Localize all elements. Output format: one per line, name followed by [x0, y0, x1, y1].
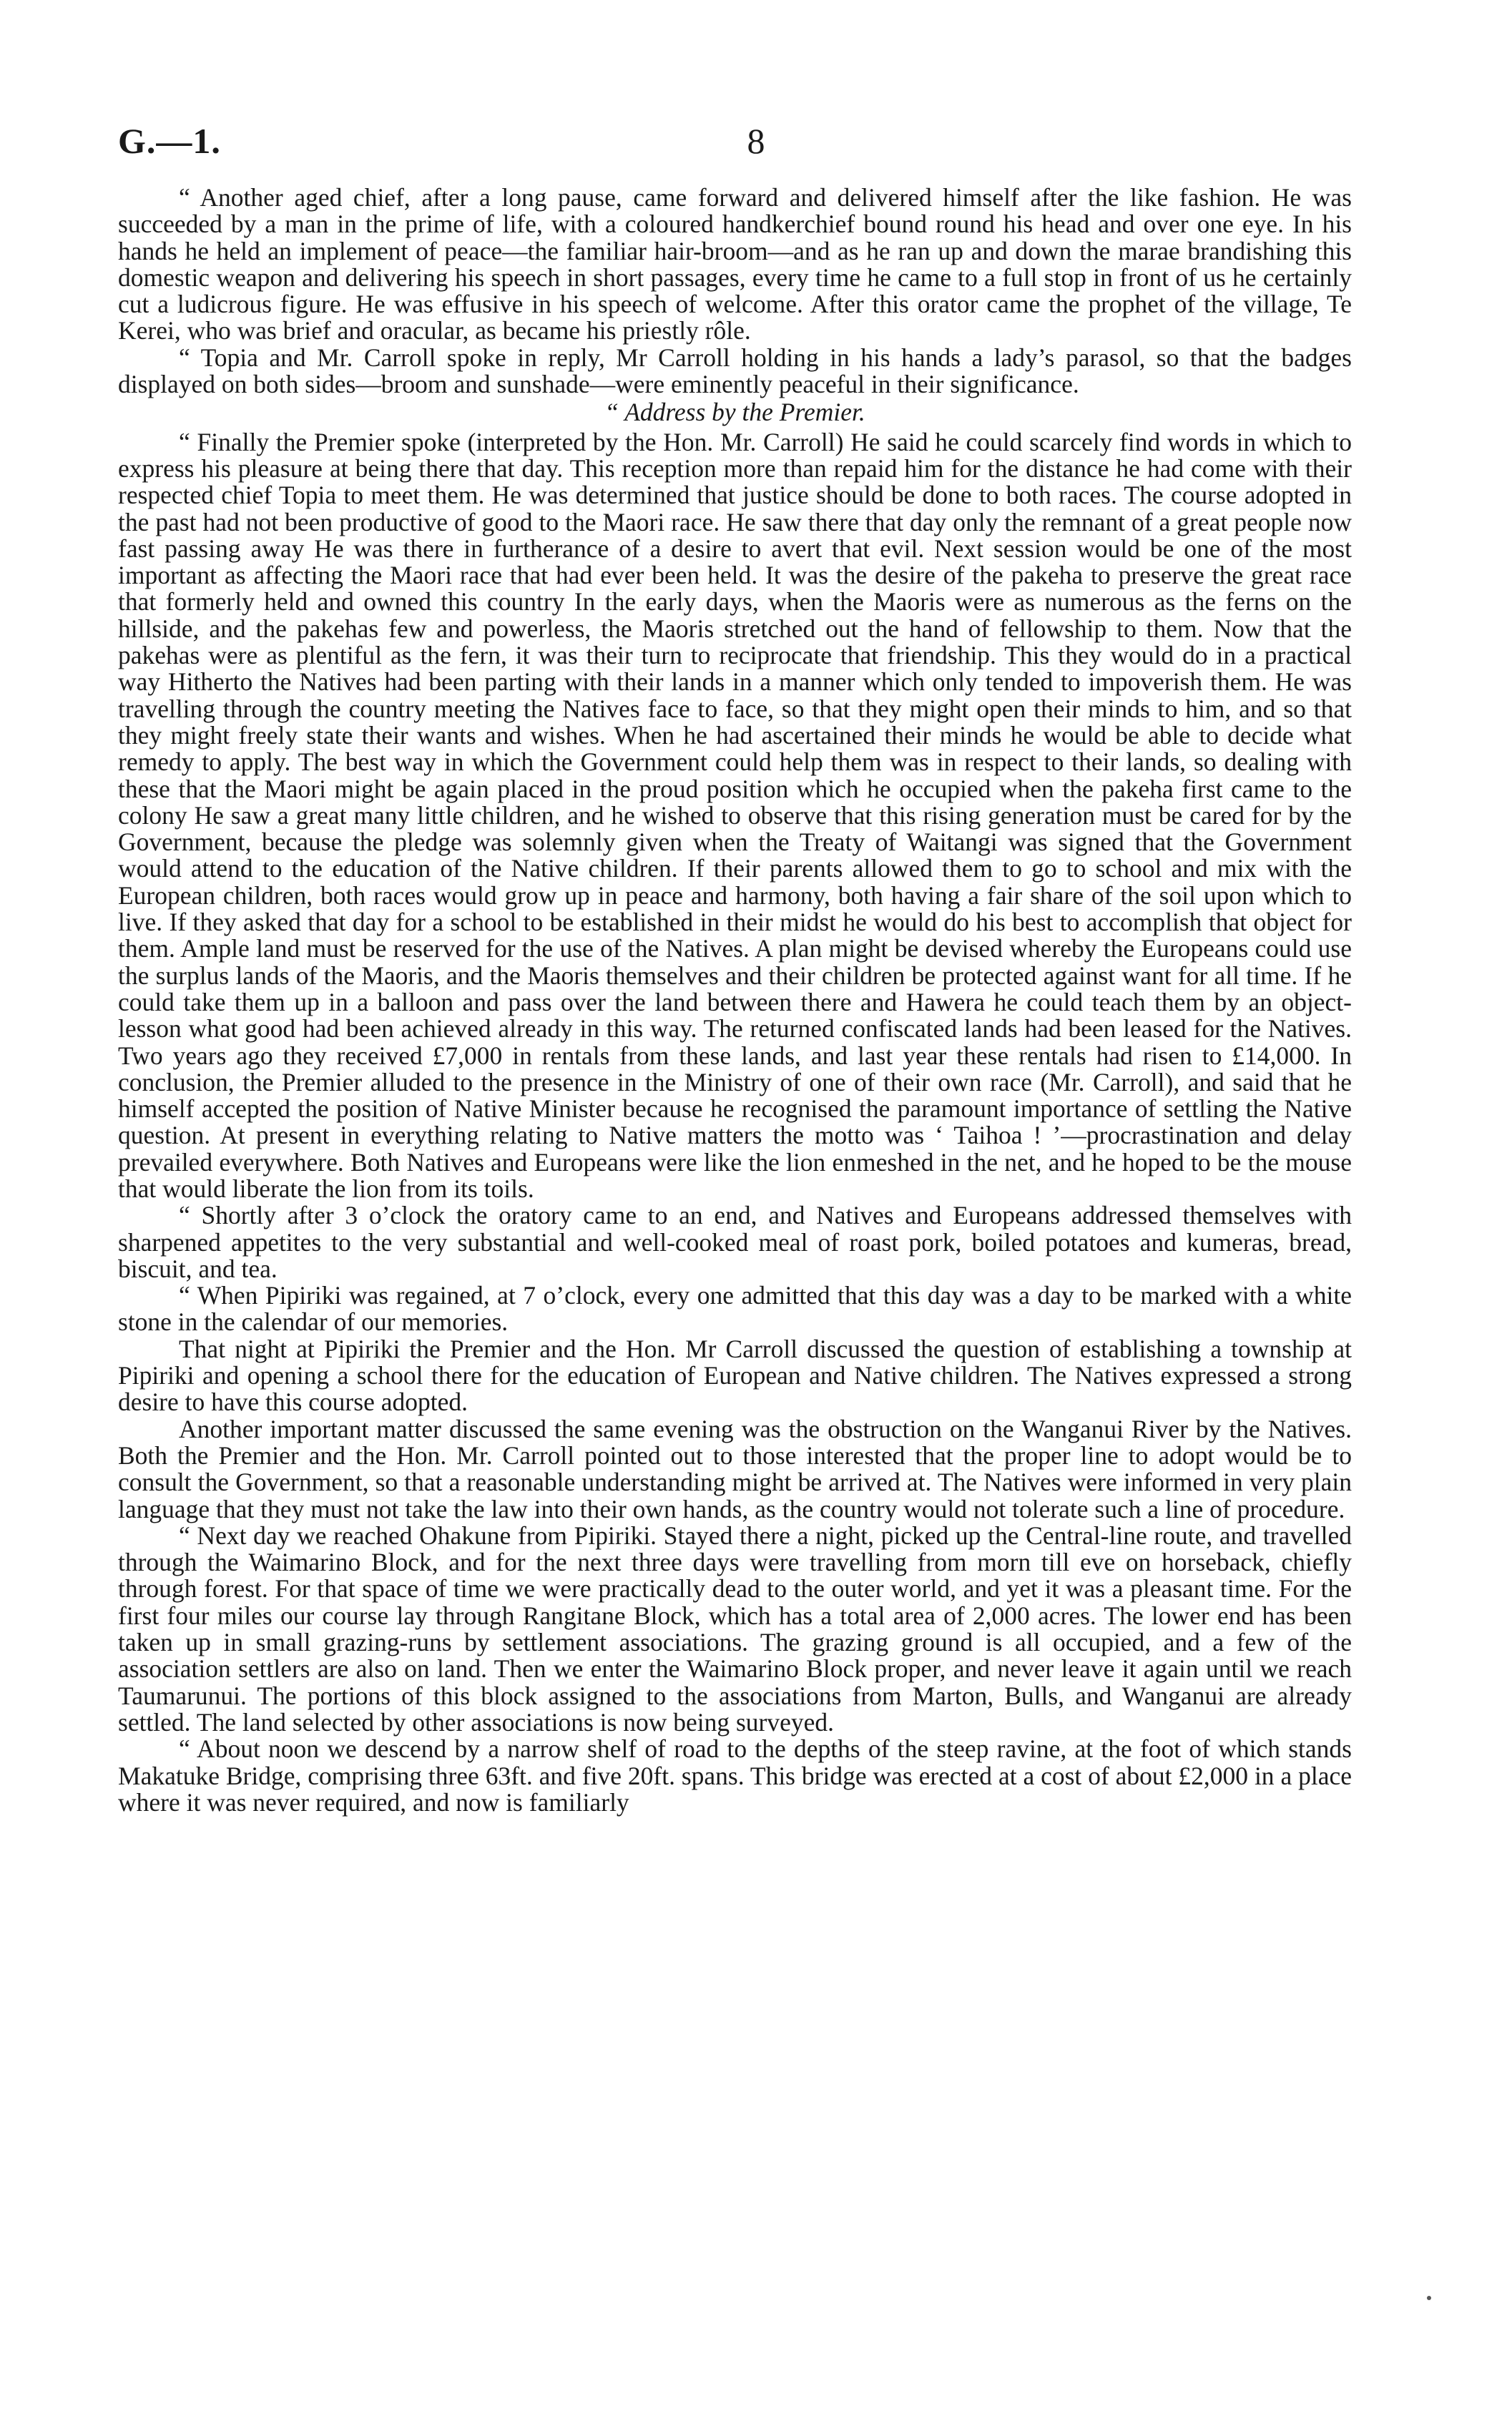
section-heading: “ Address by the Premier. — [604, 398, 865, 427]
paragraph: That night at Pipiriki the Premier and the Hon. Mr Carroll discussed the question of establishing a township at Pipiriki and opening a school there for the education of European and Native children. The Natives expressed a strong desire to have this course adopted. — [118, 1334, 1352, 1417]
paragraph: “ About noon we descend by a narrow shelf of road to the depths of the steep ravine, at the foot of which stands Makatuke Bridge, comprising three 63ft. and five 20ft. spans. This bridge was erected at a cost of about £2,000 in a place where it was never required, and now is familiarly — [118, 1734, 1352, 1817]
page-header — [0, 120, 1512, 163]
margin-mark — [1427, 2296, 1431, 2300]
paragraph: “ Finally the Premier spoke (interpreted by the Hon. Mr. Carroll) He said he could scarcely find words in which to express his pleasure at being there that day. This reception more than repaid him for the distance he had come with their respected chief Topia to meet them. He was determined that justice should be done to both races. The course adopted in the past had not been productive of good to the Maori race. He saw there that day only the remnant of a great people now fast passing away He was there in furtherance of a desire to avert that evil. Next session would be one of the most important as affecting the Maori race that had ever been held. It was the desire of the pakeha to preserve the great race that formerly held and owned this country In the early days, when the Maoris were as numerous as the ferns on the hillside, and the pakehas few and powerless, the Maoris stretched out the hand of fellowship to them. Now that the pakehas were as plentiful as the fern, it was their turn to reciprocate that friendship. This they would do in a practical way Hitherto the Natives had been parting with their lands in a manner which only tended to impoverish them. He was travelling through the country meeting the Natives face to face, so that they might open their minds to him, and so that they might freely state their wants and wishes. When he had ascertained their minds he would be able to decide what remedy to apply. The best way in which the Government could help them was in respect to their lands, so dealing with these that the Maori might be again placed in the proud position which he occupied when the pakeha first came to the colony He saw a great many little children, and he wished to observe that this rising generation must be cared for by the Government, because the pledge was solemnly given when the Treaty of Waitangi was signed that the Government would attend to the education of the Native children. If their parents allowed them to go to school and mix with the European children, both races would grow up in peace and harmony, both having a fair share of the soil upon which to live. If they asked that day for a school to be established in their midst he would do his best to accomplish that object for them. Ample land must be reserved for the use of the Natives. A plan might be devised whereby the Europeans could use the surplus lands of the Maoris, and the Maoris themselves and their children be protected against want for all time. If he could take them up in a balloon and pass over the land between there and Hawera he could teach them by an object-lesson what good had been achieved already in this way. The returned confiscated lands had been leased for the Natives. Two years ago they received £7,000 in rentals from these lands, and last year these rentals had risen to £14,000. In conclusion, the Premier alluded to the presence in the Ministry of one of their own race (Mr. Carroll), and said that he himself accepted the position of Native Minister because he recognised the paramount importance of settling the Native question. At present in everything relating to Native matters the motto was ‘ Taihoa ! ’—procrastination and delay prevailed everywhere. Both Natives and Europeans were like the lion enmeshed in the net, and he hoped to be the mouse that would liberate the lion from its toils. — [118, 427, 1352, 1203]
paragraph: “ Shortly after 3 o’clock the oratory came to an end, and Natives and Europeans addressed themselves with sharpened appetites to the very substantial and well-cooked meal of roast pork, boiled potatoes and kumeras, bread, biscuit, and tea. — [118, 1201, 1352, 1283]
paragraph: “ When Pipiriki was regained, at 7 o’clock, every one admitted that this day was a day to be marked with a white stone in the calendar of our memories. — [118, 1281, 1352, 1337]
page-number: 8 — [747, 121, 765, 161]
paragraph: “ Next day we reached Ohakune from Pipiriki. Stayed there a night, picked up the Central-line route, and travelled through the Waimarino Block, and for the next three days were travelling from morn till eve on horseback, chiefly through forest. For that space of time we were practically dead to the outer world, and yet it was a pleasant time. For the first four miles our course lay through Rangitane Block, which has a total area of 2,000 acres. The lower end has been taken up in small grazing-runs by settlement associations. The grazing ground is all occupied, and a few of the association settlers are also on land. Then we enter the Waimarino Block proper, and never leave it again until we reach Taumarunui. The portions of this block assigned to the associations from Marton, Bulls, and Wanganui are already settled. The land selected by other associations is now being surveyed. — [118, 1521, 1352, 1737]
document-id: G.—1. — [118, 121, 221, 161]
body-text — [118, 185, 1352, 1816]
paragraph: “ Topia and Mr. Carroll spoke in reply, Mr Carroll holding in his hands a lady’s parasol, so that the badges displayed on both sides—broom and sunshade—were eminently peaceful in their significance. — [118, 343, 1352, 399]
paragraph: “ Another aged chief, after a long pause, came forward and delivered himself after the like fashion. He was succeeded by a man in the prime of life, with a coloured handkerchief bound round his head and over one eye. In his hands he held an implement of peace—the familiar hair-broom—and as he ran up and down the marae brandishing this domestic weapon and delivering his speech in short passages, every time he came to a full stop in front of us he certainly cut a ludicrous figure. He was effusive in his speech of welcome. After this orator came the prophet of the village, Te Kerei, who was brief and oracular, as became his priestly rôle. — [118, 183, 1352, 345]
paragraph: Another important matter discussed the same evening was the obstruction on the Wanganui River by the Natives. Both the Premier and the Hon. Mr. Carroll pointed out to those interested that the proper line to adopt would be to consult the Government, so that a reasonable understanding might be arrived at. The Natives were informed in very plain language that they must not take the law into their own hands, as the country would not tolerate such a line of procedure. — [118, 1414, 1352, 1523]
